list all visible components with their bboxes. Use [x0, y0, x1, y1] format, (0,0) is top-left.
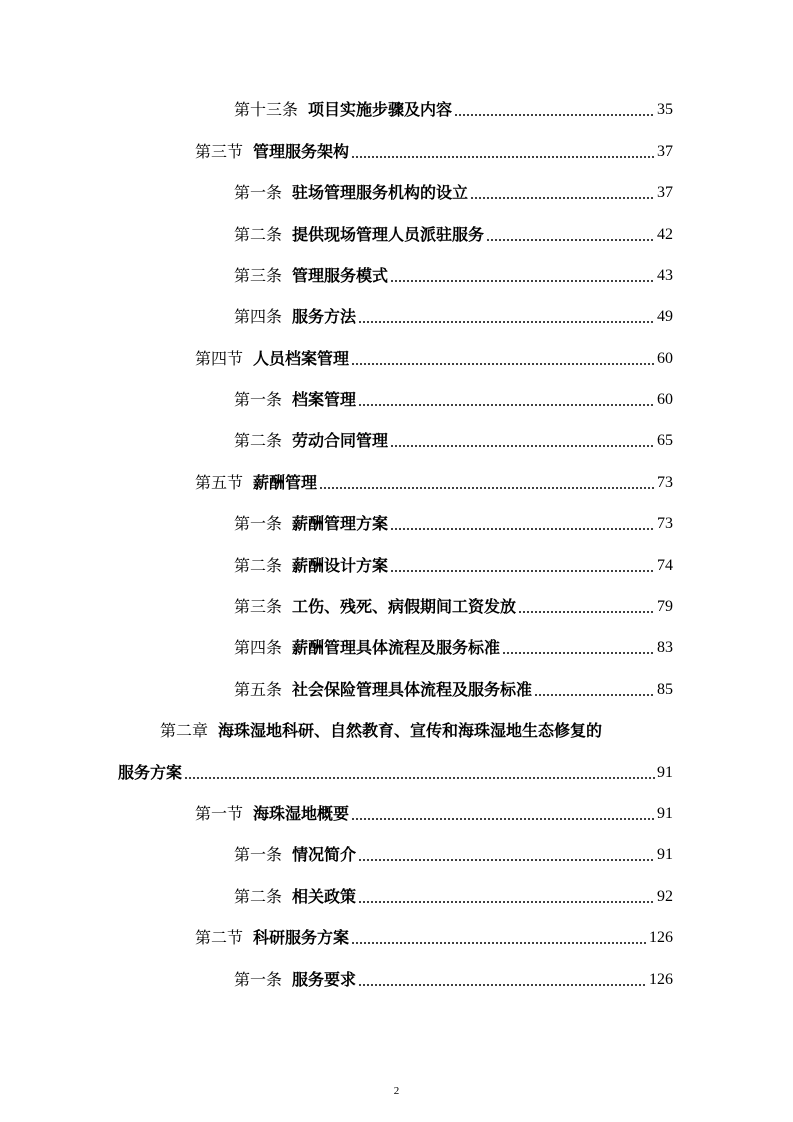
- toc-entry-title: 海珠湿地概要: [253, 804, 350, 823]
- toc-entry-page: 60: [657, 350, 673, 367]
- dot-leader: [390, 570, 655, 572]
- dot-leader: [358, 859, 655, 861]
- toc-entry-page: 73: [657, 474, 673, 491]
- dot-leader: [518, 611, 655, 613]
- toc-entry-prefix: 第五节: [195, 473, 244, 492]
- toc-entry-page: 43: [657, 267, 673, 284]
- toc-entry[interactable]: [234, 386, 673, 410]
- chapter-title-line1: 海珠湿地科研、自然教育、宣传和海珠湿地生态修复的: [218, 721, 603, 740]
- dot-leader: [358, 404, 655, 406]
- dot-leader: [184, 777, 655, 779]
- toc-entry-prefix: 第二条: [234, 887, 283, 906]
- toc-entry-prefix: 第一条: [234, 183, 283, 202]
- toc-entry[interactable]: [195, 924, 673, 948]
- toc-entry-title: 人员档案管理: [253, 349, 350, 368]
- toc-entry[interactable]: [195, 800, 673, 824]
- toc-entry-page: 42: [657, 226, 673, 243]
- dot-leader: [470, 197, 655, 199]
- toc-entry-page: 92: [657, 888, 673, 905]
- toc-entry-prefix: 第一条: [234, 514, 283, 533]
- toc-entry-page: 49: [657, 308, 673, 325]
- dot-leader: [358, 984, 647, 986]
- toc-entry-page: 74: [657, 557, 673, 574]
- toc-entry-title: 薪酬管理: [253, 473, 318, 492]
- toc-entry-title: 薪酬管理具体流程及服务标准: [292, 638, 501, 657]
- chapter-prefix: 第二章: [160, 721, 209, 740]
- toc-entry[interactable]: [195, 469, 673, 493]
- toc-entry-page: 37: [657, 143, 673, 160]
- toc-entry[interactable]: [195, 138, 673, 162]
- toc-entry-page: 126: [649, 929, 673, 946]
- toc-entry-title: 薪酬管理方案: [292, 514, 389, 533]
- toc-entry-title: 管理服务模式: [292, 266, 389, 285]
- toc-entry-page: 85: [657, 681, 673, 698]
- toc-entry-prefix: 第三条: [234, 266, 283, 285]
- toc-entry[interactable]: [234, 510, 673, 534]
- toc-entry[interactable]: [234, 262, 673, 286]
- toc-entry-title: 情况简介: [292, 845, 357, 864]
- toc-entry-page: 35: [657, 101, 673, 118]
- toc-entry-prefix: 第二条: [234, 225, 283, 244]
- toc-entry[interactable]: [234, 179, 673, 203]
- chapter-page: 91: [657, 764, 673, 781]
- page-number: 2: [393, 1085, 400, 1097]
- toc-entry-prefix: 第一条: [234, 845, 283, 864]
- toc-entry-title: 档案管理: [292, 390, 357, 409]
- toc-entry-prefix: 第一节: [195, 804, 244, 823]
- toc-entry[interactable]: [234, 96, 673, 120]
- toc-entry-prefix: 第四条: [234, 307, 283, 326]
- toc-entry-page: 60: [657, 391, 673, 408]
- dot-leader: [534, 694, 655, 696]
- toc-entry-title: 相关政策: [292, 887, 357, 906]
- dot-leader: [390, 528, 655, 530]
- dot-leader: [358, 901, 655, 903]
- toc-entry-title: 管理服务架构: [253, 142, 350, 161]
- dot-leader: [351, 942, 647, 944]
- toc-entry-prefix: 第一条: [234, 970, 283, 989]
- toc-entry-prefix: 第三条: [234, 597, 283, 616]
- toc-entry-prefix: 第二条: [234, 556, 283, 575]
- toc-entry-title: 项目实施步骤及内容: [308, 100, 453, 119]
- dot-leader: [319, 487, 655, 489]
- toc-entry-page: 91: [657, 846, 673, 863]
- toc-entry-title: 服务方法: [292, 307, 357, 326]
- dot-leader: [351, 363, 655, 365]
- toc-entry-prefix: 第二条: [234, 431, 283, 450]
- dot-leader: [351, 818, 655, 820]
- toc-entry-title: 提供现场管理人员派驻服务: [292, 225, 485, 244]
- toc-entry[interactable]: [234, 593, 673, 617]
- chapter-heading[interactable]: [160, 717, 673, 741]
- toc-entry-title: 社会保险管理具体流程及服务标准: [292, 680, 533, 699]
- toc-entry-prefix: 第四节: [195, 349, 244, 368]
- toc-entry-title: 劳动合同管理: [292, 431, 389, 450]
- toc-entry[interactable]: [234, 676, 673, 700]
- toc-entry-page: 73: [657, 515, 673, 532]
- dot-leader: [486, 239, 655, 241]
- toc-entry-prefix: 第五条: [234, 680, 283, 699]
- toc-entry-title: 薪酬设计方案: [292, 556, 389, 575]
- toc-entry-page: 65: [657, 432, 673, 449]
- toc-entry[interactable]: [234, 883, 673, 907]
- chapter-title-line2: 服务方案: [118, 763, 183, 782]
- toc-entry-title: 科研服务方案: [253, 928, 350, 947]
- toc-entry[interactable]: [234, 634, 673, 658]
- toc-entry-title: 服务要求: [292, 970, 357, 989]
- toc-entry[interactable]: [234, 427, 673, 451]
- toc-entry-page: 79: [657, 598, 673, 615]
- toc-entry-page: 91: [657, 805, 673, 822]
- toc-entry-page: 37: [657, 184, 673, 201]
- dot-leader: [351, 156, 655, 158]
- dot-leader: [358, 321, 655, 323]
- toc-entry-prefix: 第二节: [195, 928, 244, 947]
- toc-entry[interactable]: [234, 552, 673, 576]
- toc-entry[interactable]: [234, 221, 673, 245]
- toc-entry-page: 83: [657, 639, 673, 656]
- dot-leader: [502, 652, 655, 654]
- toc-entry-prefix: 第三节: [195, 142, 244, 161]
- toc-entry-prefix: 第一条: [234, 390, 283, 409]
- toc-entry[interactable]: [234, 966, 673, 990]
- toc-entry-prefix: 第十三条: [234, 100, 299, 119]
- dot-leader: [390, 280, 655, 282]
- toc-entry-title: 工伤、残死、病假期间工资发放: [292, 597, 517, 616]
- toc-entry-title: 驻场管理服务机构的设立: [292, 183, 469, 202]
- toc-entry[interactable]: [234, 303, 673, 327]
- toc-entry-page: 126: [649, 971, 673, 988]
- dot-leader: [390, 445, 655, 447]
- toc-entry[interactable]: [195, 345, 673, 369]
- toc-entry[interactable]: [234, 841, 673, 865]
- dot-leader: [454, 114, 655, 116]
- chapter-heading-continuation[interactable]: [118, 759, 673, 783]
- toc-entry-prefix: 第四条: [234, 638, 283, 657]
